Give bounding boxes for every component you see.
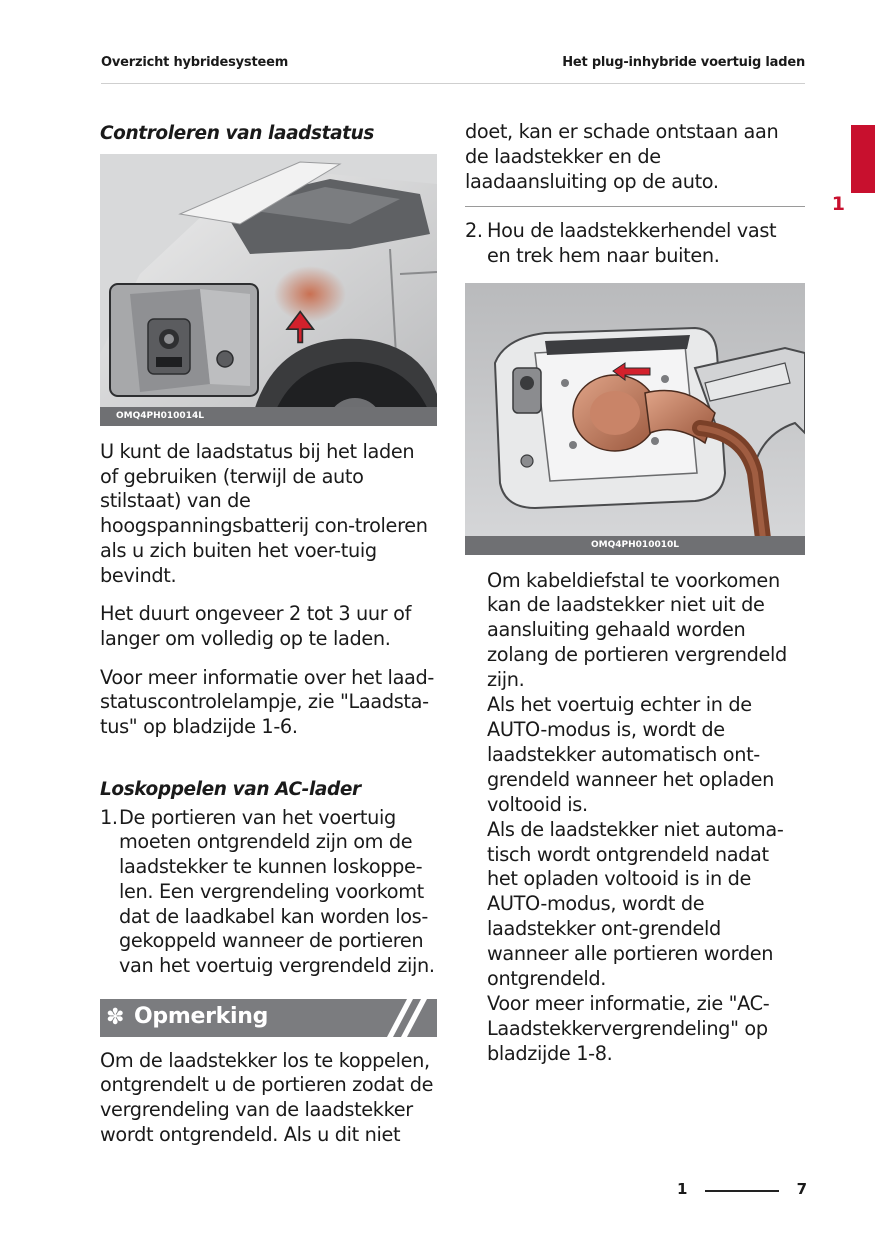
chapter-tab-marker [851, 125, 875, 193]
page-footer [675, 1180, 807, 1200]
paragraph-auto-mode: Als het voertuig echter in de AUTO-modus is, wordt de laadstekker automatisch ont-grendeld wanneer het opladen voltooid is. [487, 693, 774, 816]
figure-charge-status-light [100, 154, 437, 426]
note-label: Opmerking [134, 1003, 269, 1029]
paragraph-manual-unlock: Als de laadstekker niet automa-tisch wordt ontgrendeld nadat het opladen voltooid is in de AUTO-modus, wordt de laadstekker ont-grendeld wanneer alle portieren worden ontgrendeld. [487, 817, 784, 991]
running-header-left: Overzicht hybridesysteem [101, 55, 289, 70]
chapter-tab-number: 1 [831, 193, 845, 215]
list-item-number: 2. [465, 218, 483, 242]
paragraph-theft-prevention: Om kabeldiefstal te voorkomen kan de laadstekker niet uit de aansluiting gehaald worden zolang de portieren vergrendeld zijn. [487, 568, 787, 692]
figure-code-1: OMQ4PH010014L [100, 407, 437, 426]
note-end-divider [465, 206, 805, 207]
header-rule [101, 83, 805, 84]
list-item-1 [100, 806, 437, 979]
list-item-2 [465, 219, 805, 269]
paragraph-more-info-status: Voor meer informatie over het laad-statuscontrolelampje, zie "Laadsta-tus" op bladzijde 1-6. [100, 665, 434, 739]
list-item-number: 1. [100, 805, 118, 829]
section-title-disconnect-ac: Loskoppelen van AC-lader [100, 778, 361, 800]
paragraph-charge-status-check: U kunt de laadstatus bij het laden of gebruiken (terwijl de auto stilstaat) van de hoogspanningsbatterij con-troleren als u zich buiten het voer-tuig bevindt. [100, 440, 428, 587]
paragraph-charge-duration: Het duurt ongeveer 2 tot 3 uur of langer om volledig op te laden. [100, 602, 412, 650]
figure-code-2: OMQ4PH010010L [465, 536, 805, 555]
car-rear-illustration [100, 154, 437, 426]
footer-rule [705, 1190, 779, 1192]
note-asterisk-icon: ✽ [106, 1004, 125, 1030]
left-column [100, 122, 437, 1147]
note-text-continuation: doet, kan er schade ontstaan aan de laadstekker en de laadaansluiting op de auto. [465, 120, 779, 193]
list-item-text: Hou de laadstekkerhendel vast en trek hem naar buiten. [487, 218, 777, 267]
note-text: Om de laadstekker los te koppelen, ontgrendelt u de portieren zodat de vergrendeling van de laadstekker wordt ontgrendeld. Als u dit niet [100, 1048, 434, 1146]
paragraph-more-info-lock: Voor meer informatie, zie "AC-Laadstekkervergrendeling" op bladzijde 1-8. [487, 991, 770, 1065]
footer-chapter-number: 1 [677, 1180, 688, 1198]
list-item-text: De portieren van het voertuig moeten ontgrendeld zijn om de laadstekker te kunnen loskoppe-len. Een vergrendeling voorkomt dat de laadkabel kan worden los-gekoppeld wanneer de portieren van het voertuig vergrendeld zijn. [119, 805, 435, 977]
footer-page-number: 7 [796, 1180, 807, 1198]
locking-explanation [465, 569, 805, 1067]
note-stripes-decoration [373, 999, 433, 1037]
right-column [465, 120, 805, 1067]
figure-pull-charging-connector [465, 283, 805, 555]
note-header-bar [100, 999, 437, 1037]
charging-port-illustration [465, 283, 805, 555]
running-header-right: Het plug-inhybride voertuig laden [562, 55, 805, 70]
section-title-charge-status: Controleren van laadstatus [100, 123, 374, 144]
